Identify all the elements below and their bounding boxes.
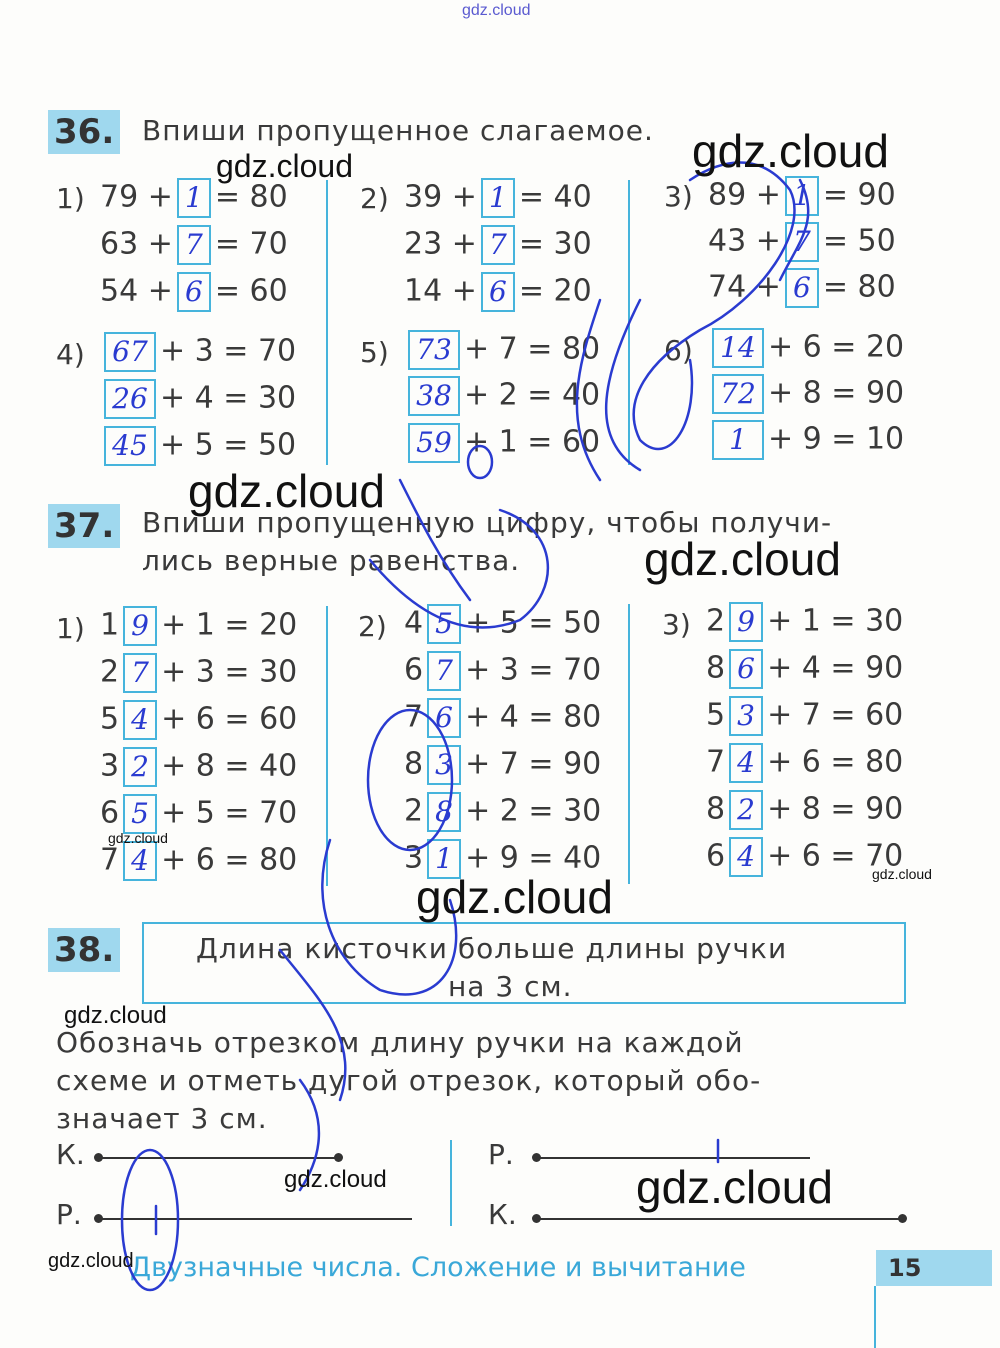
segment-line bbox=[98, 1218, 412, 1220]
task-36-col2-row-2: 23 + 7 = 30 bbox=[404, 225, 592, 265]
task-36-col5-row-2: 38 + 2 = 40 bbox=[404, 376, 600, 416]
watermark: gdz.cloud bbox=[188, 465, 385, 517]
answer-box[interactable]: 4 bbox=[123, 841, 157, 881]
answer-box[interactable]: 67 bbox=[104, 332, 156, 372]
task-36-col1-row-1: 79 + 1 = 80 bbox=[100, 178, 288, 218]
top-watermark: gdz.cloud bbox=[462, 2, 531, 19]
task-37-col3-row-4: 7 4 + 6 = 80 bbox=[706, 743, 903, 783]
watermark: gdz.cloud bbox=[284, 1166, 387, 1193]
answer-box[interactable]: 7 bbox=[177, 225, 211, 265]
task-36-col6-row-3: 1 + 9 = 10 bbox=[708, 420, 904, 460]
answer-box[interactable]: 7 bbox=[481, 225, 515, 265]
task-37-col2-row-2: 6 7 + 3 = 70 bbox=[404, 651, 601, 691]
task-37-col3-row-2: 8 6 + 4 = 90 bbox=[706, 649, 903, 689]
task-36-col4-row-3: 45 + 5 = 50 bbox=[100, 426, 296, 466]
task-37-title-line-2: лись верные равенства. bbox=[142, 544, 521, 577]
answer-box[interactable]: 6 bbox=[177, 272, 211, 312]
answer-box[interactable]: 7 bbox=[785, 222, 819, 262]
task-36-col1-row-3: 54 + 6 = 60 bbox=[100, 272, 288, 312]
column-divider bbox=[628, 180, 630, 465]
segment-label-p: Р. bbox=[56, 1198, 82, 1231]
segment-end-point bbox=[898, 1214, 907, 1223]
task-37-title-line-1: Впиши пропущенную цифру, чтобы получи- bbox=[142, 506, 833, 539]
task-37-col1-row-6: 7 4 + 6 = 80 bbox=[100, 841, 297, 881]
task-36-col6-label: 6) bbox=[664, 334, 693, 367]
task-36-number: 36. bbox=[48, 110, 120, 154]
answer-box[interactable]: 72 bbox=[712, 374, 764, 414]
task-36-col3-row-1: 89 + 1 = 90 bbox=[708, 176, 896, 216]
answer-box[interactable]: 6 bbox=[785, 268, 819, 308]
answer-box[interactable]: 7 bbox=[123, 653, 157, 693]
column-divider bbox=[326, 606, 328, 886]
answer-box[interactable]: 6 bbox=[427, 698, 461, 738]
answer-box[interactable]: 45 bbox=[104, 426, 156, 466]
column-divider bbox=[628, 604, 630, 884]
task-37-col1-row-4: 3 2 + 8 = 40 bbox=[100, 747, 297, 787]
task-36-col4-row-1: 67 + 3 = 70 bbox=[100, 332, 296, 372]
answer-box[interactable]: 2 bbox=[123, 747, 157, 787]
page-number: 15 bbox=[876, 1250, 992, 1286]
chapter-footer: Двузначные числа. Сложение и вычитание bbox=[130, 1252, 746, 1283]
task-37-col2-row-3: 7 6 + 4 = 80 bbox=[404, 698, 601, 738]
task-36-title: Впиши пропущенное слагаемое. bbox=[142, 114, 654, 147]
task-38-condition-line-1: Длина кисточки больше длины ручки bbox=[196, 932, 788, 965]
task-37-col1-row-5: 6 5 + 5 = 70 bbox=[100, 794, 297, 834]
answer-box[interactable]: 3 bbox=[729, 696, 763, 736]
task-36-col1-row-2: 63 + 7 = 70 bbox=[100, 225, 288, 265]
task-37-col3-row-5: 8 2 + 8 = 90 bbox=[706, 790, 903, 830]
task-37-col1-row-2: 2 7 + 3 = 30 bbox=[100, 653, 297, 693]
watermark: gdz.cloud bbox=[644, 533, 841, 585]
answer-box[interactable]: 1 bbox=[712, 420, 764, 460]
task-37-col3-row-6: 6 4 + 6 = 70 bbox=[706, 837, 903, 877]
answer-box[interactable]: 2 bbox=[729, 790, 763, 830]
task-38-text-line-1: Обозначь отрезком длину ручки на каждой bbox=[56, 1026, 744, 1059]
task-36-col2-label: 2) bbox=[360, 182, 389, 215]
answer-box[interactable]: 9 bbox=[729, 602, 763, 642]
answer-box[interactable]: 1 bbox=[177, 178, 211, 218]
segment-line bbox=[536, 1218, 902, 1220]
task-36-col3-label: 3) bbox=[664, 180, 693, 213]
answer-box[interactable]: 6 bbox=[729, 649, 763, 689]
column-divider bbox=[326, 180, 328, 465]
answer-box[interactable]: 6 bbox=[481, 272, 515, 312]
task-37-col3-label: 3) bbox=[662, 608, 691, 641]
segment-line bbox=[98, 1157, 338, 1159]
task-37-col2-row-6: 3 1 + 9 = 40 bbox=[404, 839, 601, 879]
task-36-col5-row-1: 73 + 7 = 80 bbox=[404, 330, 600, 370]
answer-box[interactable]: 3 bbox=[427, 745, 461, 785]
segment-label-p: Р. bbox=[488, 1138, 514, 1171]
task-37-number: 37. bbox=[48, 504, 120, 548]
answer-box[interactable]: 1 bbox=[785, 176, 819, 216]
task-36-col6-row-1: 14 + 6 = 20 bbox=[708, 328, 904, 368]
segment-label-k: К. bbox=[56, 1138, 85, 1171]
task-37-col1-label: 1) bbox=[56, 612, 85, 645]
answer-box[interactable]: 9 bbox=[123, 606, 157, 646]
task-38-text-line-2: схеме и отметь дугой отрезок, который обо- bbox=[56, 1064, 762, 1097]
task-36-col5-row-3: 59 + 1 = 60 bbox=[404, 423, 600, 463]
task-37-col3-row-1: 2 9 + 1 = 30 bbox=[706, 602, 903, 642]
task-36-col3-row-3: 74 + 6 = 80 bbox=[708, 268, 896, 308]
watermark: gdz.cloud bbox=[48, 1250, 134, 1272]
answer-box[interactable]: 59 bbox=[408, 423, 460, 463]
answer-box[interactable]: 26 bbox=[104, 379, 156, 419]
answer-box[interactable]: 5 bbox=[427, 604, 461, 644]
answer-box[interactable]: 1 bbox=[481, 178, 515, 218]
task-36-col2-row-3: 14 + 6 = 20 bbox=[404, 272, 592, 312]
task-36-col4-row-2: 26 + 4 = 30 bbox=[100, 379, 296, 419]
answer-box[interactable]: 4 bbox=[729, 837, 763, 877]
answer-box[interactable]: 14 bbox=[712, 328, 764, 368]
answer-box[interactable]: 5 bbox=[123, 794, 157, 834]
answer-box[interactable]: 38 bbox=[408, 376, 460, 416]
watermark: gdz.cloud bbox=[692, 125, 889, 177]
answer-box[interactable]: 8 bbox=[427, 792, 461, 832]
task-37-col1-row-1: 1 9 + 1 = 20 bbox=[100, 606, 297, 646]
task-36-col1-label: 1) bbox=[56, 182, 85, 215]
task-38-number: 38. bbox=[48, 928, 120, 972]
watermark: gdz.cloud bbox=[216, 148, 353, 184]
segment-line bbox=[536, 1157, 810, 1159]
task-37-col2-label: 2) bbox=[358, 610, 387, 643]
answer-box[interactable]: 4 bbox=[729, 743, 763, 783]
answer-box[interactable]: 1 bbox=[427, 839, 461, 879]
watermark: gdz.cloud bbox=[872, 866, 932, 882]
task-36-col4-label: 4) bbox=[56, 338, 85, 371]
page-edge-line bbox=[874, 1286, 876, 1348]
watermark: gdz.cloud bbox=[416, 871, 613, 923]
task-36-col2-row-1: 39 + 1 = 40 bbox=[404, 178, 592, 218]
task-37-col3-row-3: 5 3 + 7 = 60 bbox=[706, 696, 903, 736]
watermark: gdz.cloud bbox=[108, 830, 168, 846]
task-38-condition-line-2: на 3 см. bbox=[448, 970, 573, 1003]
task-36-col3-row-2: 43 + 7 = 50 bbox=[708, 222, 896, 262]
task-37-col1-row-3: 5 4 + 6 = 60 bbox=[100, 700, 297, 740]
column-divider bbox=[450, 1140, 452, 1226]
answer-box[interactable]: 7 bbox=[427, 651, 461, 691]
segment-end-point bbox=[334, 1153, 343, 1162]
task-36-col6-row-2: 72 + 8 = 90 bbox=[708, 374, 904, 414]
task-37-col2-row-4: 8 3 + 7 = 90 bbox=[404, 745, 601, 785]
watermark: gdz.cloud bbox=[64, 1002, 167, 1029]
task-37-col2-row-5: 2 8 + 2 = 30 bbox=[404, 792, 601, 832]
watermark: gdz.cloud bbox=[636, 1161, 833, 1213]
task-36-col5-label: 5) bbox=[360, 336, 389, 369]
segment-label-k: К. bbox=[488, 1198, 517, 1231]
task-37-col2-row-1: 4 5 + 5 = 50 bbox=[404, 604, 601, 644]
task-38-text-line-3: значает 3 см. bbox=[56, 1102, 268, 1135]
answer-box[interactable]: 73 bbox=[408, 330, 460, 370]
answer-box[interactable]: 4 bbox=[123, 700, 157, 740]
